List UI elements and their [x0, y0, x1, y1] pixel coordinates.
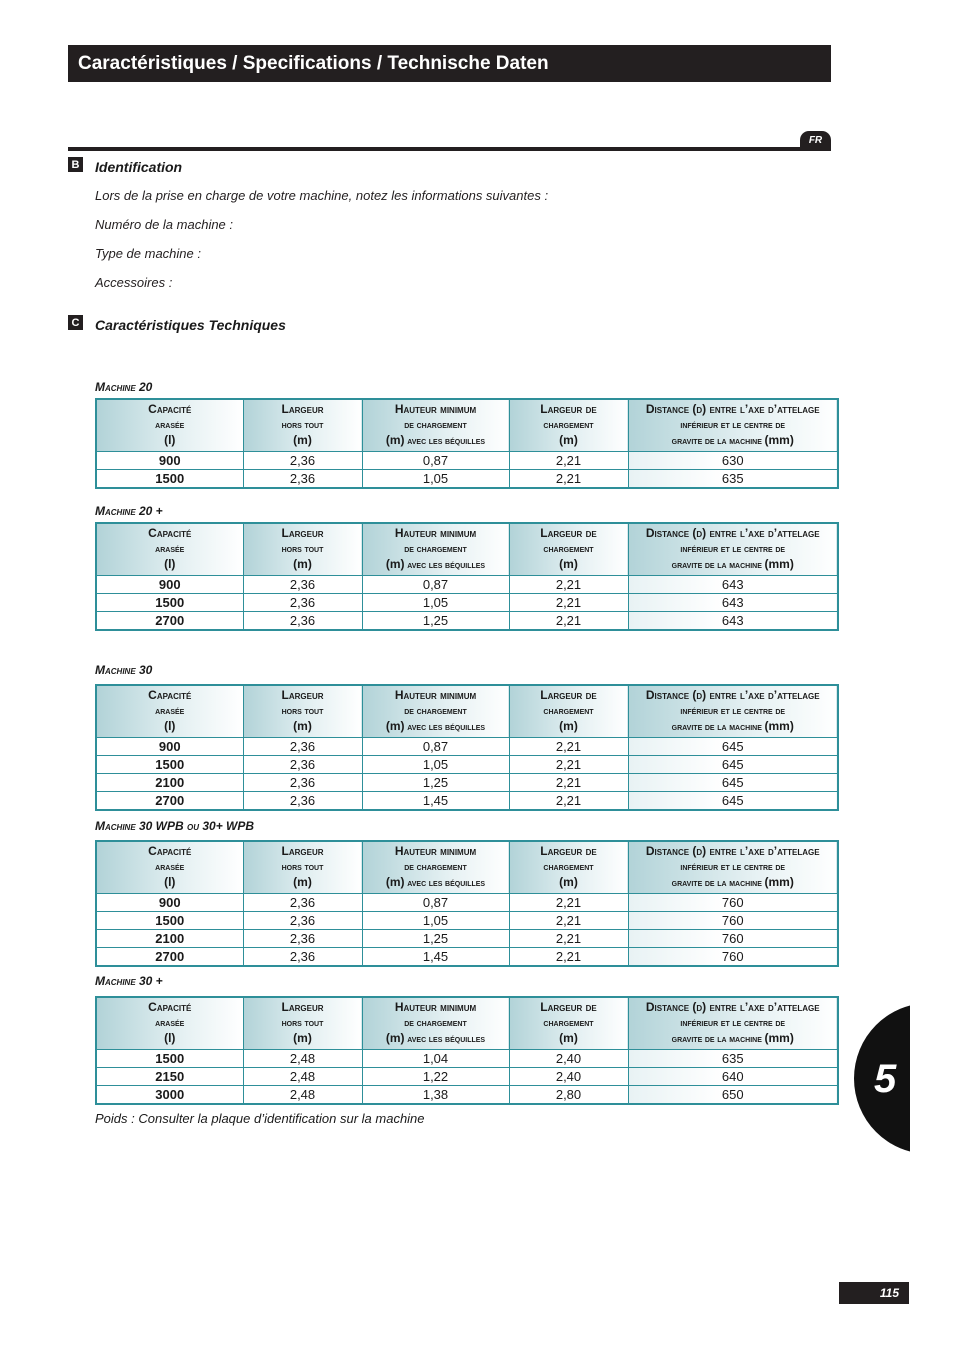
height-cell: 1,25 — [362, 774, 509, 792]
width-cell: 2,36 — [243, 894, 362, 912]
column-header-text: hors tout — [281, 1018, 324, 1029]
column-header-text: Hauteur minimum — [394, 526, 477, 540]
width-cell: 2,36 — [243, 948, 362, 967]
distance-cell: 645 — [628, 738, 838, 756]
column-header-unit: (m) — [559, 1031, 578, 1045]
height-cell: 1,05 — [362, 470, 509, 489]
table-row — [96, 894, 838, 912]
distance-cell: 645 — [628, 756, 838, 774]
capacity-cell: 900 — [96, 576, 243, 594]
capacity-cell: 1500 — [96, 1050, 243, 1068]
column-header-capacity — [96, 399, 243, 452]
column-header-load-width — [509, 685, 628, 738]
column-header-text: inférieur et le centre de — [680, 862, 786, 873]
column-header-capacity — [96, 997, 243, 1050]
column-header-text: gravite de la machine — [671, 878, 765, 889]
height-cell: 0,87 — [362, 738, 509, 756]
spec-table — [95, 522, 839, 631]
column-header-unit: (mm) — [764, 875, 794, 889]
width-cell: 2,36 — [243, 594, 362, 612]
machine-label: Machine 30 — [95, 663, 153, 677]
column-header-text: Largeur — [281, 688, 324, 702]
height-cell: 1,45 — [362, 792, 509, 811]
height-cell: 0,87 — [362, 576, 509, 594]
width-cell: 2,36 — [243, 470, 362, 489]
column-header-text: Largeur de — [540, 402, 597, 416]
distance-cell: 645 — [628, 792, 838, 811]
column-header-text: inférieur et le centre de — [680, 1018, 786, 1029]
capacity-cell: 2700 — [96, 948, 243, 967]
column-header-text: Largeur de — [540, 526, 597, 540]
column-header-text: inférieur et le centre de — [680, 544, 786, 555]
column-header-unit: (l) — [164, 557, 176, 571]
table-row — [96, 930, 838, 948]
column-header-text: Hauteur minimum — [394, 1000, 477, 1014]
distance-cell: 640 — [628, 1068, 838, 1086]
column-header-text: hors tout — [281, 420, 324, 431]
capacity-cell: 900 — [96, 894, 243, 912]
distance-cell: 630 — [628, 452, 838, 470]
height-cell: 1,45 — [362, 948, 509, 967]
column-header-width — [243, 523, 362, 576]
column-header-text: de chargement — [404, 1018, 467, 1029]
height-cell: 1,05 — [362, 594, 509, 612]
table-row — [96, 756, 838, 774]
width-cell: 2,36 — [243, 612, 362, 631]
width-cell: 2,36 — [243, 756, 362, 774]
column-header-load-width — [509, 399, 628, 452]
chapter-number: 5 — [874, 1057, 897, 1101]
section-divider — [68, 147, 831, 151]
column-header-unit: (mm) — [764, 433, 794, 447]
column-header-unit: (m) — [293, 433, 312, 447]
column-header-capacity — [96, 841, 243, 894]
column-header-text: gravite de la machine — [671, 722, 765, 733]
width-cell: 2,36 — [243, 774, 362, 792]
column-header-text: inférieur et le centre de — [680, 420, 786, 431]
spec-table — [95, 684, 839, 811]
load-width-cell: 2,40 — [509, 1068, 628, 1086]
column-header-text: Hauteur minimum — [394, 688, 477, 702]
height-cell: 0,87 — [362, 894, 509, 912]
distance-cell: 635 — [628, 1050, 838, 1068]
column-header-text: hors tout — [281, 544, 324, 555]
load-width-cell: 2,21 — [509, 738, 628, 756]
column-header-unit: (mm) — [764, 557, 794, 571]
column-header-text: de chargement — [404, 706, 467, 717]
load-width-cell: 2,21 — [509, 594, 628, 612]
capacity-cell: 1500 — [96, 912, 243, 930]
height-cell: 1,05 — [362, 756, 509, 774]
column-header-capacity — [96, 685, 243, 738]
column-header-text: Capacité — [148, 1000, 192, 1014]
column-header-height — [362, 685, 509, 738]
language-tab: FR — [800, 131, 831, 149]
table-row — [96, 452, 838, 470]
column-header-text: Distance (d) entre l’axe d’attelage — [645, 844, 820, 858]
weight-footnote: Poids : Consulter la plaque d’identification sur la machine — [95, 1111, 425, 1126]
load-width-cell: 2,21 — [509, 948, 628, 967]
column-header-text: gravite de la machine — [671, 436, 765, 447]
capacity-cell: 2150 — [96, 1068, 243, 1086]
column-header-text: arasée — [155, 706, 185, 717]
machine-number-field: Numéro de la machine : — [95, 217, 234, 232]
column-header-unit: (m) — [293, 557, 312, 571]
distance-cell: 760 — [628, 912, 838, 930]
column-header-unit: (m) — [293, 1031, 312, 1045]
distance-cell: 760 — [628, 948, 838, 967]
column-header-unit: (l) — [164, 719, 176, 733]
table-row — [96, 576, 838, 594]
column-header-unit: (m) — [385, 433, 405, 447]
column-header-text: avec les béquilles — [404, 560, 486, 571]
load-width-cell: 2,80 — [509, 1086, 628, 1105]
machine-label: Machine 20 + — [95, 504, 163, 518]
column-header-text: Capacité — [148, 688, 192, 702]
column-header-text: hors tout — [281, 706, 324, 717]
table-row — [96, 612, 838, 631]
column-header-unit: (m) — [559, 557, 578, 571]
page-number: 115 — [839, 1282, 909, 1304]
column-header-unit: (l) — [164, 1031, 176, 1045]
width-cell: 2,36 — [243, 576, 362, 594]
capacity-cell: 1500 — [96, 594, 243, 612]
width-cell: 2,36 — [243, 738, 362, 756]
column-header-distance — [628, 841, 838, 894]
column-header-text: Distance (d) entre l’axe d’attelage — [645, 526, 820, 540]
column-header-text: inférieur et le centre de — [680, 706, 786, 717]
column-header-text: chargement — [543, 420, 594, 431]
height-cell: 1,25 — [362, 930, 509, 948]
column-header-text: Largeur — [281, 402, 324, 416]
width-cell: 2,48 — [243, 1068, 362, 1086]
column-header-unit: (m) — [385, 557, 405, 571]
section-c-marker: C — [68, 315, 83, 330]
column-header-unit: (m) — [385, 719, 405, 733]
machine-type-field: Type de machine : — [95, 246, 201, 261]
capacity-cell: 2700 — [96, 792, 243, 811]
column-header-unit: (m) — [293, 875, 312, 889]
column-header-width — [243, 399, 362, 452]
column-header-text: Largeur de — [540, 844, 597, 858]
column-header-text: Distance (d) entre l’axe d’attelage — [645, 1000, 820, 1014]
page-header-title: Caractéristiques / Specifications / Technische Daten — [78, 52, 549, 74]
table-row — [96, 470, 838, 489]
column-header-height — [362, 841, 509, 894]
column-header-unit: (l) — [164, 875, 176, 889]
column-header-text: avec les béquilles — [404, 436, 486, 447]
load-width-cell: 2,21 — [509, 576, 628, 594]
capacity-cell: 900 — [96, 738, 243, 756]
load-width-cell: 2,21 — [509, 792, 628, 811]
table-row — [96, 948, 838, 967]
column-header-width — [243, 685, 362, 738]
height-cell: 1,04 — [362, 1050, 509, 1068]
capacity-cell: 900 — [96, 452, 243, 470]
column-header-text: Capacité — [148, 844, 192, 858]
capacity-cell: 1500 — [96, 470, 243, 489]
table-header-row — [96, 997, 838, 1050]
column-header-text: chargement — [543, 862, 594, 873]
column-header-text: chargement — [543, 1018, 594, 1029]
column-header-text: gravite de la machine — [671, 560, 765, 571]
load-width-cell: 2,21 — [509, 894, 628, 912]
capacity-cell: 3000 — [96, 1086, 243, 1105]
accessories-field: Accessoires : — [95, 275, 173, 290]
column-header-text: avec les béquilles — [404, 1034, 486, 1045]
load-width-cell: 2,40 — [509, 1050, 628, 1068]
column-header-unit: (m) — [293, 719, 312, 733]
spec-table — [95, 840, 839, 967]
column-header-text: gravite de la machine — [671, 1034, 765, 1045]
column-header-unit: (mm) — [764, 719, 794, 733]
column-header-text: Distance (d) entre l’axe d’attelage — [645, 688, 820, 702]
column-header-text: arasée — [155, 862, 185, 873]
table-row — [96, 1050, 838, 1068]
column-header-text: chargement — [543, 706, 594, 717]
width-cell: 2,36 — [243, 452, 362, 470]
column-header-text: Hauteur minimum — [394, 402, 477, 416]
distance-cell: 650 — [628, 1086, 838, 1105]
column-header-unit: (m) — [385, 1031, 405, 1045]
column-header-text: arasée — [155, 420, 185, 431]
table-header-row — [96, 523, 838, 576]
column-header-text: hors tout — [281, 862, 324, 873]
column-header-height — [362, 997, 509, 1050]
height-cell: 1,05 — [362, 912, 509, 930]
column-header-load-width — [509, 523, 628, 576]
distance-cell: 643 — [628, 576, 838, 594]
column-header-load-width — [509, 997, 628, 1050]
load-width-cell: 2,21 — [509, 756, 628, 774]
column-header-text: de chargement — [404, 544, 467, 555]
identification-intro: Lors de la prise en charge de votre machine, notez les informations suivantes : — [95, 188, 549, 203]
column-header-height — [362, 399, 509, 452]
column-header-height — [362, 523, 509, 576]
machine-label: Machine 30 + — [95, 974, 163, 988]
distance-cell: 645 — [628, 774, 838, 792]
height-cell: 1,38 — [362, 1086, 509, 1105]
height-cell: 1,22 — [362, 1068, 509, 1086]
distance-cell: 760 — [628, 930, 838, 948]
column-header-text: Largeur de — [540, 1000, 597, 1014]
column-header-distance — [628, 523, 838, 576]
width-cell: 2,48 — [243, 1050, 362, 1068]
column-header-unit: (m) — [559, 719, 578, 733]
column-header-load-width — [509, 841, 628, 894]
table-row — [96, 792, 838, 811]
table-header-row — [96, 685, 838, 738]
distance-cell: 643 — [628, 612, 838, 631]
table-row — [96, 1068, 838, 1086]
section-b-marker: B — [68, 157, 83, 172]
column-header-text: arasée — [155, 1018, 185, 1029]
spec-table — [95, 398, 839, 489]
distance-cell: 643 — [628, 594, 838, 612]
section-c-title: Caractéristiques Techniques — [95, 317, 286, 333]
column-header-text: avec les béquilles — [404, 878, 486, 889]
height-cell: 1,25 — [362, 612, 509, 631]
width-cell: 2,36 — [243, 930, 362, 948]
width-cell: 2,48 — [243, 1086, 362, 1105]
column-header-capacity — [96, 523, 243, 576]
column-header-text: Distance (d) entre l’axe d’attelage — [645, 402, 820, 416]
table-row — [96, 912, 838, 930]
column-header-unit: (l) — [164, 433, 176, 447]
column-header-text: Hauteur minimum — [394, 844, 477, 858]
load-width-cell: 2,21 — [509, 470, 628, 489]
column-header-width — [243, 997, 362, 1050]
column-header-text: Largeur — [281, 526, 324, 540]
column-header-text: Capacité — [148, 402, 192, 416]
column-header-unit: (m) — [559, 875, 578, 889]
column-header-distance — [628, 399, 838, 452]
column-header-text: arasée — [155, 544, 185, 555]
load-width-cell: 2,21 — [509, 912, 628, 930]
load-width-cell: 2,21 — [509, 774, 628, 792]
column-header-text: Largeur de — [540, 688, 597, 702]
spec-table — [95, 996, 839, 1105]
table-header-row — [96, 841, 838, 894]
column-header-text: avec les béquilles — [404, 722, 486, 733]
capacity-cell: 2700 — [96, 612, 243, 631]
capacity-cell: 2100 — [96, 930, 243, 948]
distance-cell: 760 — [628, 894, 838, 912]
column-header-distance — [628, 997, 838, 1050]
height-cell: 0,87 — [362, 452, 509, 470]
machine-label: Machine 30 WPB ou 30+ WPB — [95, 819, 255, 833]
table-row — [96, 594, 838, 612]
section-b-title: Identification — [95, 159, 183, 175]
column-header-unit: (m) — [385, 875, 405, 889]
capacity-cell: 2100 — [96, 774, 243, 792]
table-header-row — [96, 399, 838, 452]
load-width-cell: 2,21 — [509, 612, 628, 631]
table-row — [96, 738, 838, 756]
column-header-text: de chargement — [404, 420, 467, 431]
column-header-text: Largeur — [281, 1000, 324, 1014]
column-header-text: chargement — [543, 544, 594, 555]
distance-cell: 635 — [628, 470, 838, 489]
load-width-cell: 2,21 — [509, 452, 628, 470]
column-header-unit: (m) — [559, 433, 578, 447]
column-header-distance — [628, 685, 838, 738]
machine-label: Machine 20 — [95, 380, 153, 394]
width-cell: 2,36 — [243, 792, 362, 811]
width-cell: 2,36 — [243, 912, 362, 930]
table-row — [96, 1086, 838, 1105]
capacity-cell: 1500 — [96, 756, 243, 774]
column-header-text: de chargement — [404, 862, 467, 873]
column-header-text: Largeur — [281, 844, 324, 858]
page-header — [68, 45, 831, 82]
column-header-width — [243, 841, 362, 894]
column-header-text: Capacité — [148, 526, 192, 540]
column-header-unit: (mm) — [764, 1031, 794, 1045]
load-width-cell: 2,21 — [509, 930, 628, 948]
table-row — [96, 774, 838, 792]
